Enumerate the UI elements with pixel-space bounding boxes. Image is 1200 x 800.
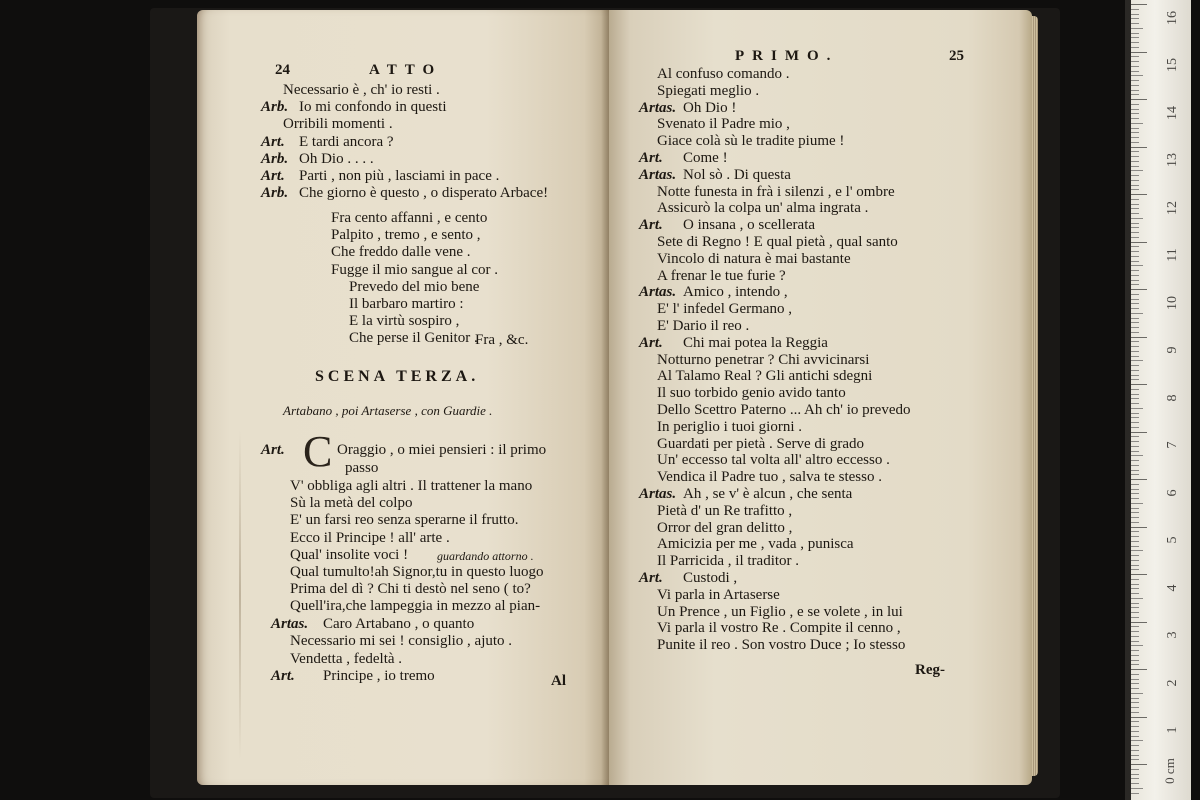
verse-line: Vi parla in Artaserse: [657, 586, 780, 603]
ruler-tick: [1131, 769, 1139, 770]
verse-line: Orror del gran delitto ,: [657, 519, 793, 536]
verse-line: Custodi ,: [683, 570, 738, 586]
ruler-tick: [1131, 299, 1139, 300]
speaker-label: Art.: [639, 570, 663, 586]
aria-end: Fra , &c.: [475, 332, 529, 348]
catchword-right: Reg-: [915, 662, 945, 678]
ruler-tick: [1131, 455, 1143, 456]
ruler-tick: [1131, 759, 1139, 760]
ruler-tick: [1131, 113, 1139, 114]
ruler-label: 8: [1165, 394, 1180, 402]
verse-line: E' l' infedel Germano ,: [657, 301, 792, 318]
ruler-tick: [1131, 712, 1139, 713]
verse-line: Notte funesta in frà i silenzi , e l' ombre: [657, 183, 895, 200]
verse-line: Che giorno è questo , o disperato Arbace!: [299, 185, 549, 202]
ruler-tick: [1131, 413, 1139, 414]
speech-line: Prima del dì ? Chi ti destò nel seno ( to?: [290, 581, 531, 598]
ruler-tick: [1131, 128, 1139, 129]
ruler-tick: [1131, 99, 1147, 100]
ruler-tick: [1131, 707, 1139, 708]
ruler-unit: 0 cm: [1162, 758, 1177, 784]
ruler-label: 14: [1165, 105, 1180, 120]
verse-line: Il Parricida , il traditor .: [657, 553, 800, 570]
ruler-label: 4: [1165, 584, 1180, 592]
aria-line: E la virtù sospiro ,: [349, 313, 460, 330]
ruler-tick: [1131, 688, 1139, 689]
aria-line: Fra cento affanni , e cento: [331, 210, 488, 226]
ruler-tick: [1131, 232, 1139, 233]
ruler-tick: [1131, 246, 1139, 247]
right-page: [609, 10, 1032, 785]
aria-line: Palpito , tremo , e sento ,: [331, 227, 481, 244]
ruler-tick: [1131, 90, 1139, 91]
verse-line: Nol sò . Di questa: [683, 166, 791, 183]
running-head-right: PRIMO.: [735, 48, 839, 64]
ruler-tick: [1131, 541, 1139, 542]
ruler-tick: [1131, 313, 1143, 314]
verse-line: Vincolo di natura è mai bastante: [657, 250, 851, 267]
ruler-tick: [1131, 280, 1139, 281]
ruler-tick: [1131, 318, 1139, 319]
ruler-tick: [1131, 498, 1139, 499]
ruler-tick: [1131, 218, 1143, 219]
ruler-tick: [1131, 394, 1139, 395]
ruler-tick: [1131, 23, 1139, 24]
ruler-tick: [1131, 18, 1139, 19]
scene-title: SCENA TERZA.: [315, 368, 480, 385]
ruler-tick: [1131, 788, 1143, 789]
speaker-label: Artas.: [639, 284, 677, 301]
ruler-tick: [1131, 783, 1139, 784]
verse-line: Punite il reo . Son vostro Duce ; Io stesso: [657, 637, 906, 654]
ruler-tick: [1131, 778, 1139, 779]
ruler-tick: [1131, 227, 1139, 228]
ruler-tick: [1131, 180, 1139, 181]
ruler-tick: [1131, 261, 1139, 262]
ruler-tick: [1131, 85, 1139, 86]
ruler-tick: [1131, 4, 1147, 5]
verse-line: Oh Dio !: [683, 99, 737, 116]
ruler-tick: [1131, 14, 1139, 15]
ruler-tick: [1131, 512, 1139, 513]
ruler-label: 7: [1165, 441, 1180, 449]
speech-speaker: Art.: [261, 442, 285, 458]
ruler-tick: [1131, 536, 1139, 537]
ruler-tick: [1131, 650, 1139, 651]
speaker-label: Arb.: [261, 99, 289, 116]
speech-line: Quell'ira,che lampeggia in mezzo al pian-: [290, 598, 541, 615]
ruler-tick: [1131, 517, 1139, 518]
verse-line: Necessario è , ch' io resti .: [283, 82, 440, 98]
ruler-tick: [1131, 664, 1139, 665]
ruler-tick: [1131, 555, 1139, 556]
ruler-tick: [1131, 161, 1139, 162]
verse-line: Amicizia per me , vada , punisca: [657, 536, 854, 553]
speaker-label: Artas.: [639, 486, 677, 502]
ruler-tick: [1131, 47, 1139, 48]
ruler-tick: [1131, 365, 1139, 366]
ruler-tick: [1131, 588, 1139, 589]
verse-line: Un Prence , un Figlio , e se volete , in lui: [657, 603, 903, 620]
ruler-tick: [1131, 702, 1139, 703]
drop-cap: C: [303, 427, 333, 476]
ruler-tick: [1131, 607, 1139, 608]
ruler-tick: [1131, 460, 1139, 461]
ruler-tick: [1131, 593, 1139, 594]
verse-line: Al Talamo Real ? Gli antichi sdegni: [657, 368, 873, 385]
ruler-tick: [1131, 132, 1139, 133]
speech-line: V' obbliga agli altri . Il trattener la mano: [290, 478, 533, 494]
speaker-label: Artas.: [639, 166, 677, 183]
ruler-tick: [1131, 156, 1139, 157]
ruler-tick: [1131, 774, 1139, 775]
ruler-tick: [1131, 569, 1139, 570]
ruler-tick: [1131, 721, 1139, 722]
ruler-label: 12: [1165, 200, 1180, 215]
ruler-tick: [1131, 683, 1139, 684]
ruler-tick: [1131, 80, 1139, 81]
ruler-tick: [1131, 436, 1139, 437]
ruler-tick: [1131, 446, 1139, 447]
verse-line: Pietà d' un Re trafitto ,: [657, 502, 793, 519]
ruler-tick: [1131, 479, 1147, 480]
verse-line: Come !: [683, 150, 728, 166]
measuring-ruler: [1131, 0, 1191, 800]
ruler-tick: [1131, 398, 1139, 399]
ruler-tick: [1131, 726, 1139, 727]
verse-line: Notturno penetrar ? Chi avvicinarsi: [657, 351, 870, 368]
ruler-label: 13: [1165, 153, 1180, 168]
ruler-tick: [1131, 303, 1139, 304]
verse-line: Caro Artabano , o quanto: [323, 616, 475, 632]
ruler-tick: [1131, 527, 1147, 528]
verse-line: Dello Scettro Paterno ... Ah ch' io prevedo: [657, 402, 911, 418]
ruler-tick: [1131, 337, 1147, 338]
ruler-tick: [1131, 717, 1147, 718]
ruler-tick: [1131, 389, 1139, 390]
ruler-tick: [1131, 427, 1139, 428]
ruler-tick: [1131, 341, 1139, 342]
ruler-tick: [1131, 256, 1139, 257]
ruler-tick: [1131, 294, 1139, 295]
ruler-tick: [1131, 474, 1139, 475]
ruler-tick: [1131, 441, 1139, 442]
ruler-tick: [1131, 403, 1139, 404]
ruler-tick: [1131, 793, 1139, 794]
ruler-tick: [1131, 151, 1139, 152]
aside-line: Qual' insolite voci !: [290, 547, 409, 563]
ruler-tick: [1131, 379, 1139, 380]
ruler-tick: [1131, 289, 1147, 290]
ruler-tick: [1131, 242, 1147, 243]
ruler-tick: [1131, 251, 1139, 252]
ruler-tick: [1131, 503, 1143, 504]
ruler-label: 9: [1165, 346, 1180, 354]
verse-line: Parti , non più , lasciami in pace .: [299, 168, 500, 184]
ruler-tick: [1131, 270, 1139, 271]
ruler-tick: [1131, 641, 1139, 642]
verse-line: Un' eccesso tal volta all' altro eccesso .: [657, 452, 890, 469]
ruler-tick: [1131, 522, 1139, 523]
ruler-tick: [1131, 764, 1147, 765]
aria-line: Che freddo dalle vene .: [331, 244, 471, 261]
ruler-tick: [1131, 61, 1139, 62]
ruler-tick: [1131, 265, 1143, 266]
left-page: [197, 10, 609, 785]
verse-line: Necessario mi sei ! consiglio , ajuto .: [290, 633, 513, 650]
speaker-label: Artas.: [639, 99, 677, 116]
page-crease: [239, 430, 241, 760]
ruler-tick: [1131, 322, 1139, 323]
ruler-tick: [1131, 170, 1143, 171]
ruler-tick: [1131, 109, 1139, 110]
page-number-left: 24: [275, 62, 290, 78]
ruler-tick: [1131, 123, 1143, 124]
ruler-tick: [1131, 584, 1139, 585]
ruler-tick: [1131, 175, 1139, 176]
ruler-tick: [1131, 9, 1139, 10]
ruler-tick: [1131, 636, 1139, 637]
ruler-tick: [1131, 56, 1139, 57]
aria-line: Fugge il mio sangue al cor .: [331, 261, 499, 278]
ruler-tick: [1131, 118, 1139, 119]
speech-continuation: passo: [345, 460, 379, 476]
ruler-tick: [1131, 189, 1139, 190]
verse-line: Assicurò la colpa un' alma ingrata .: [657, 200, 869, 217]
verse-line: Ah , se v' è alcun , che senta: [683, 486, 853, 502]
ruler-label: 10: [1165, 295, 1180, 310]
ruler-tick: [1131, 42, 1139, 43]
speaker-label: Art.: [271, 668, 295, 685]
verse-line: Amico , intendo ,: [683, 284, 788, 301]
page-number-right: 25: [949, 48, 964, 64]
ruler-tick: [1131, 213, 1139, 214]
ruler-tick: [1131, 185, 1139, 186]
speech-line: Ecco il Principe ! all' arte .: [290, 529, 450, 546]
ruler-tick: [1131, 66, 1139, 67]
ruler-tick: [1131, 422, 1139, 423]
ruler-tick: [1131, 698, 1139, 699]
verse-line: In periglio i tuoi giorni .: [657, 418, 802, 435]
verse-line: A frenar le tue furie ?: [657, 267, 786, 284]
ruler-tick: [1131, 37, 1139, 38]
aria-line: Prevedo del mio bene: [349, 278, 480, 295]
ruler-tick: [1131, 308, 1139, 309]
verse-line: Principe , io tremo: [323, 668, 435, 685]
verse-line: E' Dario il reo .: [657, 318, 750, 334]
ruler-tick: [1131, 612, 1139, 613]
verse-line: Spiegati meglio .: [657, 82, 760, 99]
ruler-tick: [1131, 755, 1139, 756]
ruler-label: 2: [1165, 679, 1180, 687]
ruler-tick: [1131, 745, 1139, 746]
ruler-tick: [1131, 617, 1139, 618]
ruler-tick: [1131, 432, 1147, 433]
ruler-tick: [1131, 565, 1139, 566]
ruler-tick: [1131, 284, 1139, 285]
ruler-label: 3: [1165, 631, 1180, 639]
verse-line: Vendetta , fedeltà .: [290, 650, 403, 667]
verse-line: Vi parla il vostro Re . Compite il cenno ,: [657, 620, 901, 637]
ruler-label: 6: [1165, 489, 1180, 497]
speech-line: Qual tumulto!ah Signor,tu in questo luogo: [290, 564, 544, 580]
verse-line: E tardi ancora ?: [299, 133, 394, 150]
speaker-label: Art.: [261, 168, 285, 184]
speech-line: Sù la metà del colpo: [290, 495, 413, 512]
ruler-tick: [1131, 223, 1139, 224]
ruler-tick: [1131, 736, 1139, 737]
verse-line: Io mi confondo in questi: [299, 99, 447, 116]
ruler-tick: [1131, 451, 1139, 452]
ruler-tick: [1131, 327, 1139, 328]
ruler-tick: [1131, 104, 1139, 105]
verse-line: Orribili momenti .: [283, 116, 393, 133]
speech-line: E' un farsi reo senza sperarne il frutto.: [290, 512, 519, 529]
ruler-tick: [1131, 598, 1143, 599]
ruler-tick: [1131, 356, 1139, 357]
verse-line: Il suo torbido genio avido tanto: [657, 385, 846, 402]
ruler-tick: [1131, 531, 1139, 532]
ruler-tick: [1131, 275, 1139, 276]
ruler-tick: [1131, 622, 1147, 623]
ruler-tick: [1131, 484, 1139, 485]
verse-line: O insana , o scellerata: [683, 217, 816, 234]
ruler-tick: [1131, 375, 1139, 376]
ruler-tick: [1131, 574, 1147, 575]
ruler-tick: [1131, 332, 1139, 333]
ruler-tick: [1131, 142, 1139, 143]
aria-line: Che perse il Genitor .: [349, 330, 478, 347]
verse-line: Al confuso comando .: [657, 66, 790, 82]
ruler-tick: [1131, 384, 1147, 385]
ruler-tick: [1131, 750, 1139, 751]
ruler-tick: [1131, 546, 1139, 547]
ruler-tick: [1131, 626, 1139, 627]
ruler-tick: [1131, 346, 1139, 347]
ruler-tick: [1131, 370, 1139, 371]
ruler-tick: [1131, 199, 1139, 200]
ruler-tick: [1131, 137, 1139, 138]
ruler-tick: [1131, 655, 1139, 656]
verse-line: Guardati per pietà . Serve di grado: [657, 435, 865, 452]
stage-direction: guardando attorno .: [437, 549, 534, 563]
ruler-tick: [1131, 408, 1143, 409]
ruler-tick: [1131, 465, 1139, 466]
catchword-left: Al: [551, 673, 566, 689]
ruler-tick: [1131, 645, 1143, 646]
verse-line: Svenato il Padre mio ,: [657, 116, 790, 133]
ruler-tick: [1131, 204, 1139, 205]
speaker-label: Art.: [639, 334, 663, 351]
ruler-tick: [1131, 208, 1139, 209]
ruler-label: 15: [1165, 58, 1180, 73]
speaker-label: Arb.: [261, 150, 289, 167]
ruler-tick: [1131, 360, 1143, 361]
ruler-tick: [1131, 579, 1139, 580]
ruler-tick: [1131, 679, 1139, 680]
scene-characters: Artabano , poi Artaserse , con Guardie .: [283, 403, 493, 418]
ruler-label: 5: [1165, 536, 1180, 544]
ruler-tick: [1131, 731, 1139, 732]
verse-line: Oh Dio . . . .: [299, 150, 374, 167]
ruler-label: 16: [1165, 10, 1180, 25]
speech-first-line: Oraggio , o miei pensieri : il primo: [337, 442, 547, 458]
ruler-tick: [1131, 33, 1139, 34]
ruler-tick: [1131, 550, 1143, 551]
ruler-tick: [1131, 693, 1143, 694]
ruler-tick: [1131, 166, 1139, 167]
ruler-tick: [1131, 603, 1139, 604]
ruler-label: 11: [1165, 248, 1180, 262]
ruler-tick: [1131, 52, 1147, 53]
verse-line: Vendica il Padre tuo , salva te stesso .: [657, 469, 882, 486]
speaker-label: Artas.: [271, 616, 309, 632]
ruler-tick: [1131, 237, 1139, 238]
ruler-tick: [1131, 417, 1139, 418]
ruler-tick: [1131, 194, 1147, 195]
ruler-tick: [1131, 28, 1143, 29]
verse-line: Sete di Regno ! E qual pietà , qual santo: [657, 234, 898, 250]
speaker-label: Art.: [261, 133, 285, 150]
speaker-label: Arb.: [261, 185, 289, 202]
ruler-tick: [1131, 147, 1147, 148]
aria-line: Il barbaro martiro :: [349, 296, 464, 312]
ruler-tick: [1131, 740, 1143, 741]
ruler-tick: [1131, 660, 1139, 661]
ruler-tick: [1131, 75, 1143, 76]
ruler-tick: [1131, 489, 1139, 490]
ruler-tick: [1131, 508, 1139, 509]
verse-line: Chi mai potea la Reggia: [683, 334, 828, 351]
ruler-tick: [1131, 674, 1139, 675]
speaker-label: Art.: [639, 150, 663, 166]
speaker-label: Art.: [639, 217, 663, 234]
ruler-tick: [1131, 470, 1139, 471]
ruler-tick: [1131, 669, 1147, 670]
ruler-tick: [1131, 71, 1139, 72]
ruler-tick: [1131, 631, 1139, 632]
ruler-tick: [1131, 493, 1139, 494]
ruler-tick: [1131, 94, 1139, 95]
ruler-label: 1: [1165, 726, 1180, 734]
ruler-tick: [1131, 351, 1139, 352]
open-book: [197, 10, 1032, 785]
ruler-tick: [1131, 560, 1139, 561]
verse-line: Giace colà sù le tradite piume !: [657, 133, 845, 150]
running-head-left: ATTO: [369, 62, 443, 78]
